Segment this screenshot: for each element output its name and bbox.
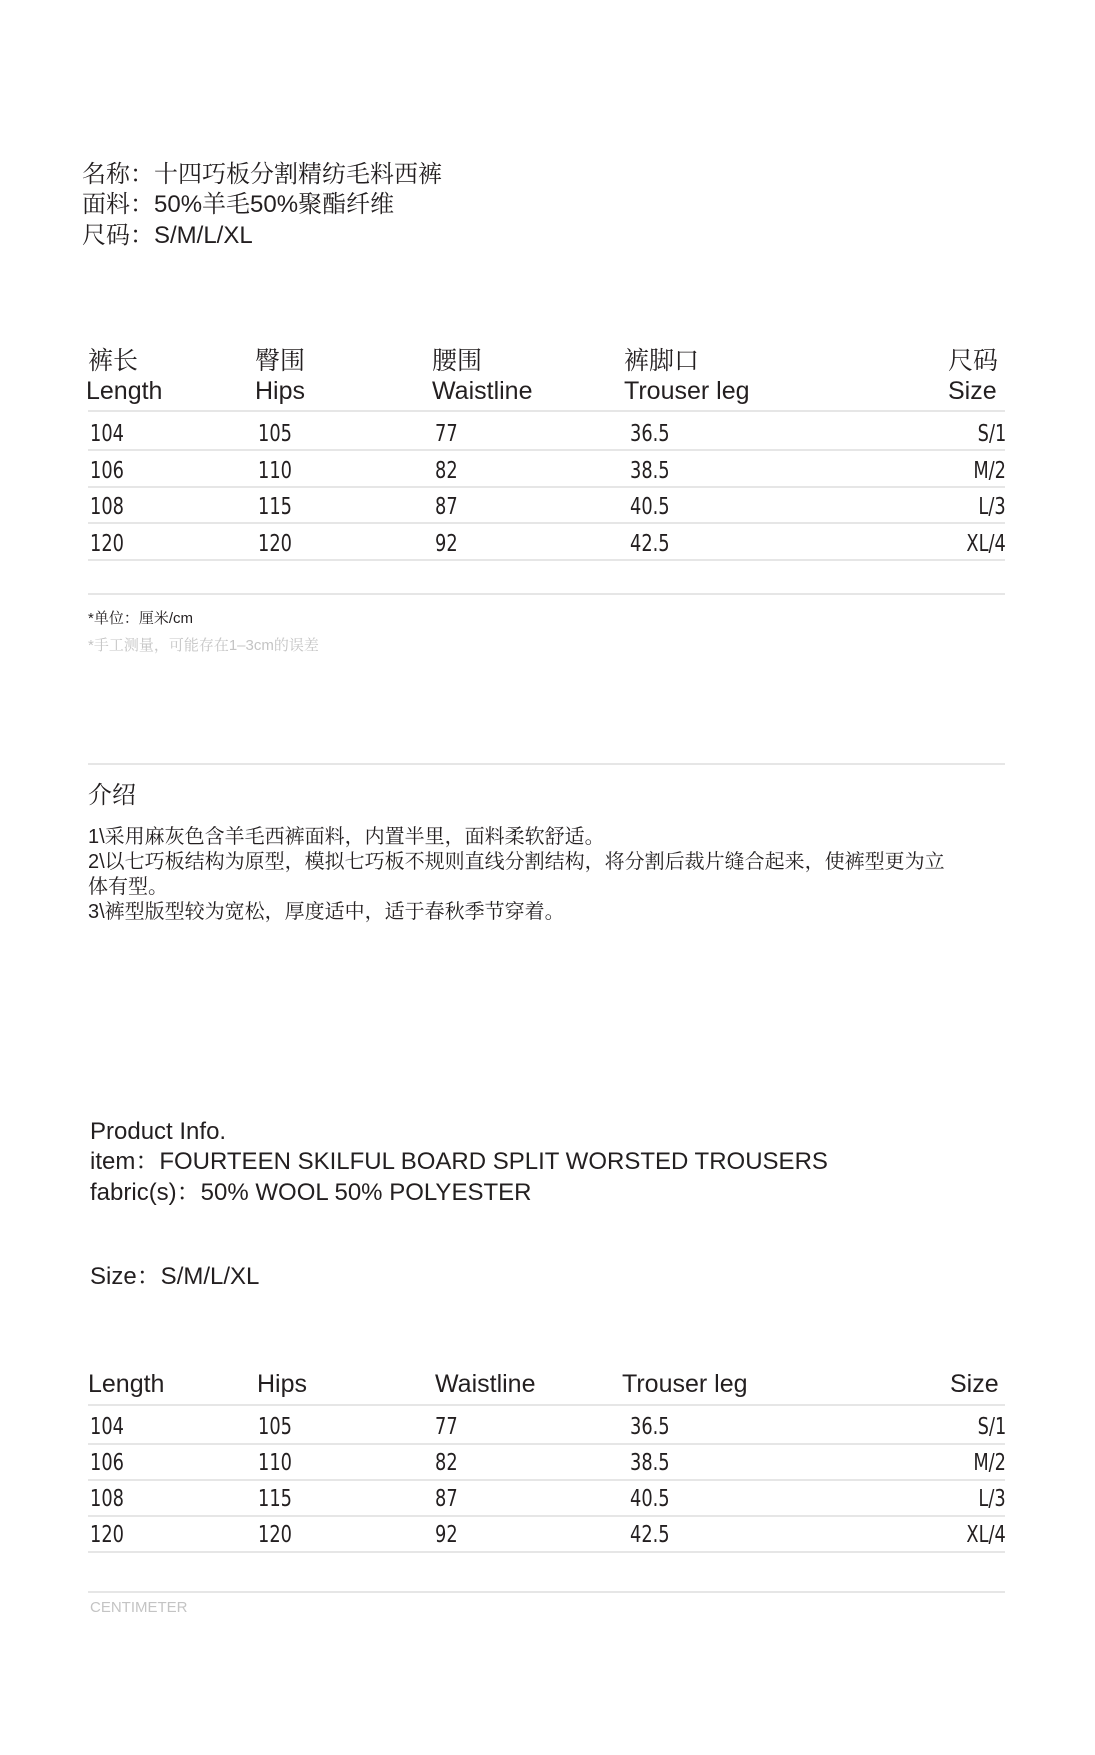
en-fabric: fabric(s)：50% WOOL 50% POLYESTER [90,1179,532,1206]
header-length: Length [88,1370,165,1398]
table-cell: 105 [258,421,292,447]
intro-title: 介绍 [88,782,136,809]
row-divider [88,522,1005,524]
header-waist-cn: 腰围 [432,347,483,375]
row-divider [88,1551,1005,1553]
table-cell: L/3 [978,494,1006,520]
row-divider [88,1479,1005,1481]
table-cell: 38.5 [630,457,670,484]
en-size: Size：S/M/L/XL [90,1263,260,1290]
intro-divider [88,763,1005,765]
table-cell: 42.5 [630,1522,670,1548]
table-cell: 36.5 [630,421,670,447]
table-cell: 104 [90,421,124,447]
table-cell: 108 [90,1486,124,1512]
table-cell: M/2 [973,457,1006,484]
table-cell: 104 [90,1414,124,1440]
cn-fabric: 面料：50%羊毛50%聚酯纤维 [82,191,395,218]
table-cell: 115 [258,1486,292,1512]
header-leg-cn: 裤脚口 [624,347,700,375]
table-cell: 87 [435,494,458,520]
cn-size: 尺码：S/M/L/XL [82,222,253,249]
error-note: *手工测量，可能存在1–3cm的误差 [88,637,319,654]
unit-note: *单位：厘米/cm [88,610,194,627]
header-length-cn: 裤长 [88,347,139,375]
header-size-cn: 尺码 [948,347,999,375]
header-hips-en: Hips [255,377,306,405]
table-cell: 115 [258,494,292,520]
table-cell: 42.5 [630,530,670,557]
cn-product-name: 名称：十四巧板分割精纺毛料西裤 [82,161,442,188]
table-cell: 40.5 [630,1486,670,1512]
row-divider [88,1515,1005,1517]
table-cell: 120 [258,1522,292,1548]
table-cell: 110 [258,457,292,484]
table-cell: 92 [435,1522,458,1548]
table-cell: 120 [90,530,124,557]
row-divider [88,559,1005,561]
en-item: item：FOURTEEN SKILFUL BOARD SPLIT WORSTED TROUSERS [90,1148,828,1175]
intro-line-4: 3\裤型版型较为宽松，厚度适中，适于春秋季节穿着。 [88,901,565,923]
intro-line-3: 体有型。 [88,876,168,898]
table-cell: 82 [435,1450,458,1476]
en-info-title: Product Info. [90,1118,227,1145]
table-cell: L/3 [978,1486,1006,1512]
table-cell: 40.5 [630,494,670,520]
table-cell: 120 [258,530,292,557]
table-cell: 110 [258,1450,292,1476]
row-divider [88,449,1005,451]
table-cell: 105 [258,1414,292,1440]
row-divider [88,1443,1005,1445]
header-waistline: Waistline [435,1370,536,1398]
header-length-en: Length [86,377,163,405]
header-divider [88,410,1005,412]
header-size-en: Size [948,377,997,405]
header-hips: Hips [257,1370,308,1398]
section-divider [88,593,1005,595]
header-leg-en: Trouser leg [624,377,750,405]
header-divider [88,1404,1005,1406]
header-waist-en: Waistline [432,377,533,405]
header-size: Size [950,1370,999,1398]
table-cell: 77 [435,1414,458,1440]
header-trouser-leg: Trouser leg [622,1370,748,1398]
table-cell: M/2 [973,1450,1006,1476]
table-cell: 82 [435,457,458,484]
table-cell: 106 [90,1450,124,1476]
intro-line-2: 2\以七巧板结构为原型，模拟七巧板不规则直线分割结构，将分割后裁片缝合起来，使裤型更为立 [88,851,945,873]
table-cell: 120 [90,1522,124,1548]
section-divider [88,1591,1005,1593]
row-divider [88,486,1005,488]
table-cell: S/1 [977,1414,1006,1440]
table-cell: 108 [90,494,124,520]
unit-label: CENTIMETER [90,1599,188,1616]
table-cell: XL/4 [966,530,1006,557]
table-cell: 106 [90,457,124,484]
header-hips-cn: 臀围 [255,347,306,375]
table-cell: S/1 [977,421,1006,447]
intro-line-1: 1\采用麻灰色含羊毛西裤面料，内置半里，面料柔软舒适。 [88,826,605,848]
table-cell: 92 [435,530,458,557]
table-cell: 77 [435,421,458,447]
table-cell: 87 [435,1486,458,1512]
table-cell: XL/4 [966,1522,1006,1548]
table-cell: 38.5 [630,1450,670,1476]
table-cell: 36.5 [630,1414,670,1440]
